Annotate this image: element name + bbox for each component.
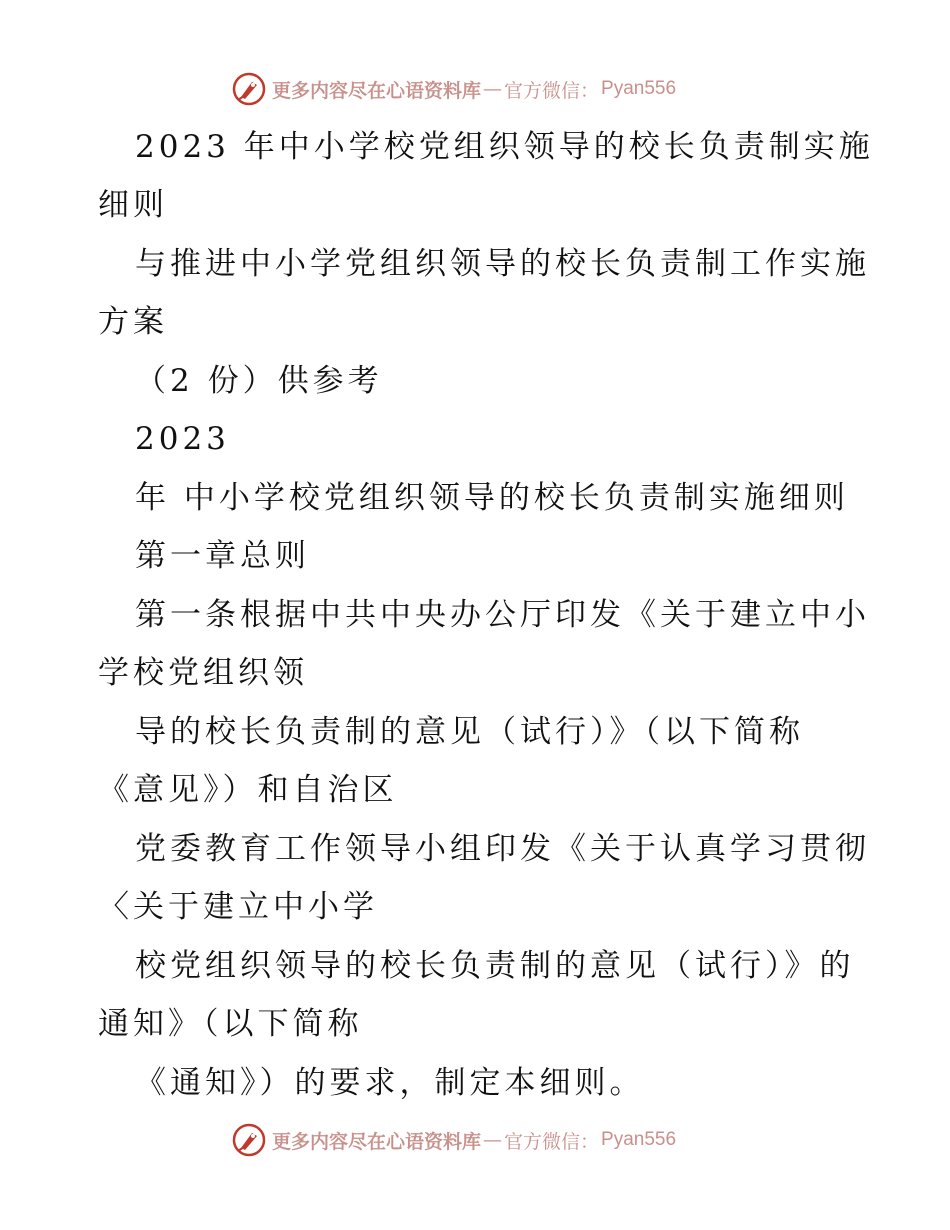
copies-note: （2 份）供参考 bbox=[135, 363, 383, 399]
paragraph-line: 校党组织领导的校长负责制的意见（试行）》的 bbox=[135, 948, 855, 984]
header-banner bbox=[232, 72, 676, 106]
paragraph-line: 党委教育工作领导小组印发《关于认真学习贯彻 bbox=[135, 831, 870, 867]
section-title: 年 中小学校党组织领导的校长负责制实施细则 bbox=[135, 480, 849, 516]
pen-nib-circle-logo-icon bbox=[232, 1123, 266, 1157]
banner-wechat-label: 官方微信： bbox=[504, 1130, 600, 1153]
paragraph-line: 《通知》）的要求，制定本细则。 bbox=[135, 1065, 645, 1101]
banner-text: 更多内容尽在心语资料库 bbox=[272, 79, 482, 102]
paragraph-line: 通知》（以下简称 bbox=[98, 1006, 363, 1042]
subtitle-line-1: 与推进中小学党组织领导的校长负责制工作实施 bbox=[135, 246, 870, 282]
paragraph-line: 导的校长负责制的意见（试行）》（以下简称 bbox=[135, 714, 804, 750]
chapter-heading: 第一章总则 bbox=[135, 538, 310, 574]
banner-wechat-label: 官方微信： bbox=[504, 79, 600, 102]
title-line-1: 2023 年中小学校党组织领导的校长负责制实施 bbox=[135, 129, 874, 165]
subtitle-line-2: 方案 bbox=[98, 304, 168, 340]
paragraph-line: 《意见》）和自治区 bbox=[98, 772, 398, 808]
banner-wechat-id: Pyan556 bbox=[601, 78, 677, 99]
banner-dash: — bbox=[483, 78, 503, 100]
banner-dash: — bbox=[483, 1129, 503, 1151]
banner-text: 更多内容尽在心语资料库 bbox=[272, 1130, 482, 1153]
title-line-2: 细则 bbox=[98, 187, 168, 223]
paragraph-line: 第一条根据中共中央办公厅印发《关于建立中小 bbox=[135, 597, 870, 633]
paragraph-line: 〈关于建立中小学 bbox=[98, 889, 378, 925]
footer-banner bbox=[232, 1123, 676, 1157]
banner-wechat-id: Pyan556 bbox=[601, 1129, 677, 1150]
year-line: 2023 bbox=[135, 421, 230, 457]
pen-nib-circle-logo-icon bbox=[232, 72, 266, 106]
paragraph-line: 学校党组织领 bbox=[98, 655, 308, 691]
